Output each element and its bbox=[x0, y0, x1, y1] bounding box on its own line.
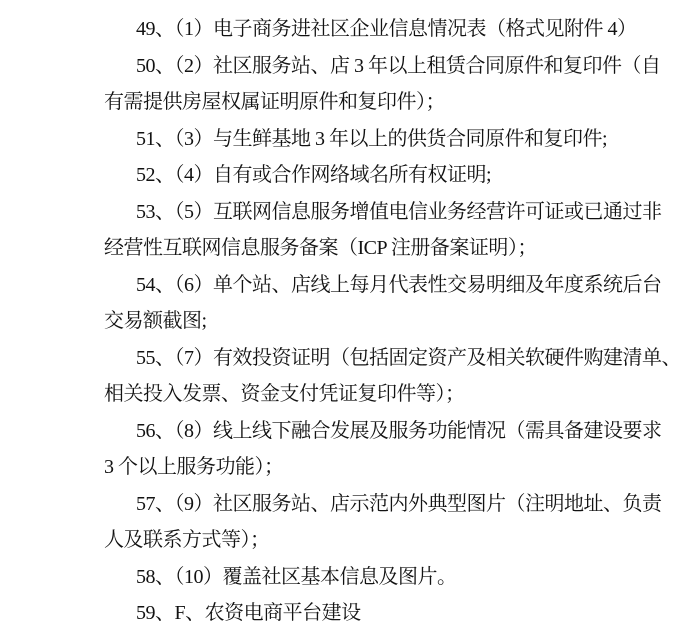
document-line: 53、（5）互联网信息服务增值电信业务经营许可证或已通过非 bbox=[136, 200, 662, 223]
document-line: 50、（2）社区服务站、店 3 年以上租赁合同原件和复印件（自 bbox=[136, 54, 661, 77]
document-line: 经营性互联网信息服务备案（ICP 注册备案证明）； bbox=[104, 237, 537, 259]
document-line: 52、（4）自有或合作网络域名所有权证明; bbox=[136, 164, 492, 186]
document-line: 57、（9）社区服务站、店示范内外典型图片（注明地址、负责 bbox=[136, 492, 662, 515]
document-line: 有需提供房屋权属证明原件和复印件）； bbox=[104, 91, 445, 113]
document-line: 相关投入发票、资金支付凭证复印件等）； bbox=[104, 383, 465, 405]
document-line: 59、F、农资电商平台建设 bbox=[136, 602, 361, 624]
document-line: 3 个以上服务功能）； bbox=[104, 456, 284, 478]
document-line: 51、（3）与生鲜基地 3 年以上的供货合同原件和复印件; bbox=[136, 127, 608, 150]
document-line: 交易额截图; bbox=[104, 310, 207, 332]
document-text-block bbox=[104, 11, 681, 632]
document-line: 54、（6）单个站、店线上每月代表性交易明细及年度系统后台 bbox=[136, 273, 662, 296]
document-line: 49、（1）电子商务进社区企业信息情况表（格式见附件 4） bbox=[136, 18, 637, 40]
document-line: 58、（10）覆盖社区基本信息及图片。 bbox=[136, 565, 457, 588]
document-line: 55、（7）有效投资证明（包括固定资产及相关软硬件购建清单、 bbox=[136, 346, 681, 369]
document-line: 56、（8）线上线下融合发展及服务功能情况（需具备建设要求 bbox=[136, 419, 662, 442]
document-line: 人及联系方式等）； bbox=[104, 529, 270, 551]
